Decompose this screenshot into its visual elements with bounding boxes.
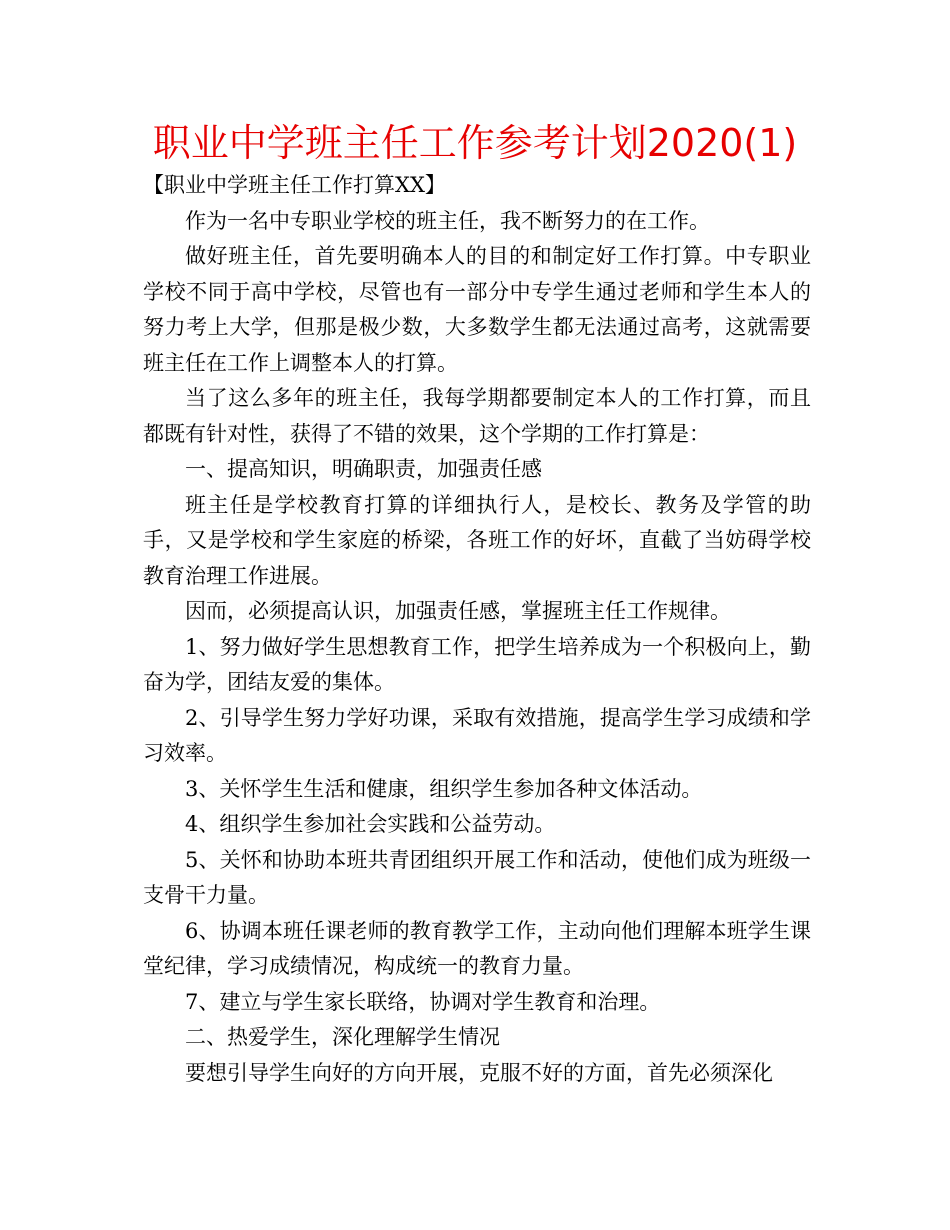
paragraph: 要想引导学生向好的方向开展，克服不好的方面，首先必须深化	[185, 1060, 773, 1085]
list-item: 1、努力做好学生思想教育工作，把学生培养成为一个积极向上，勤奋为学，团结友爱的集体。	[143, 634, 811, 694]
paragraph: 当了这么多年的班主任，我每学期都要制定本人的工作打算，而且都既有针对性，获得了不错的效果，这个学期的工作打算是：	[143, 386, 811, 446]
list-item: 3、关怀学生生活和健康，组织学生参加各种文体活动。	[185, 776, 703, 801]
paragraph: 班主任是学校教育打算的详细执行人，是校长、教务及学管的助手，又是学校和学生家庭的桥梁，各班工作的好坏，直截了当妨碍学校教育治理工作进展。	[143, 492, 811, 588]
paragraph: 做好班主任，首先要明确本人的目的和制定好工作打算。中专职业学校不同于高中学校，尽管也有一部分中专学生通过老师和学生本人的努力考上大学，但那是极少数，大多数学生都无法通过高考，这就需要班主任在工作上调整本人的打算。	[143, 244, 811, 375]
document-subheading: 【职业中学班主任工作打算XX】	[143, 173, 446, 197]
section-heading: 二、热爱学生，深化理解学生情况	[185, 1025, 500, 1049]
list-item: 7、建立与学生家长联络，协调对学生教育和治理。	[185, 989, 661, 1014]
document-title: 职业中学班主任工作参考计划2020(1)	[152, 121, 798, 165]
paragraph: 因而，必须提高认识，加强责任感，掌握班主任工作规律。	[185, 599, 731, 623]
section-heading: 一、提高知识，明确职责，加强责任感	[185, 457, 542, 481]
list-item: 5、关怀和协助本班共青团组织开展工作和活动，使他们成为班级一支骨干力量。	[143, 847, 811, 907]
list-item: 6、协调本班任课老师的教育教学工作，主动向他们理解本班学生课堂纪律，学习成绩情况，构成统一的教育力量。	[143, 918, 811, 978]
list-item: 4、组织学生参加社会实践和公益劳动。	[185, 812, 556, 836]
paragraph: 作为一名中专职业学校的班主任，我不断努力的在工作。	[185, 208, 710, 233]
document-body	[143, 168, 811, 1091]
list-item: 2、引导学生努力学好功课，采取有效措施，提高学生学习成绩和学习效率。	[143, 705, 811, 765]
